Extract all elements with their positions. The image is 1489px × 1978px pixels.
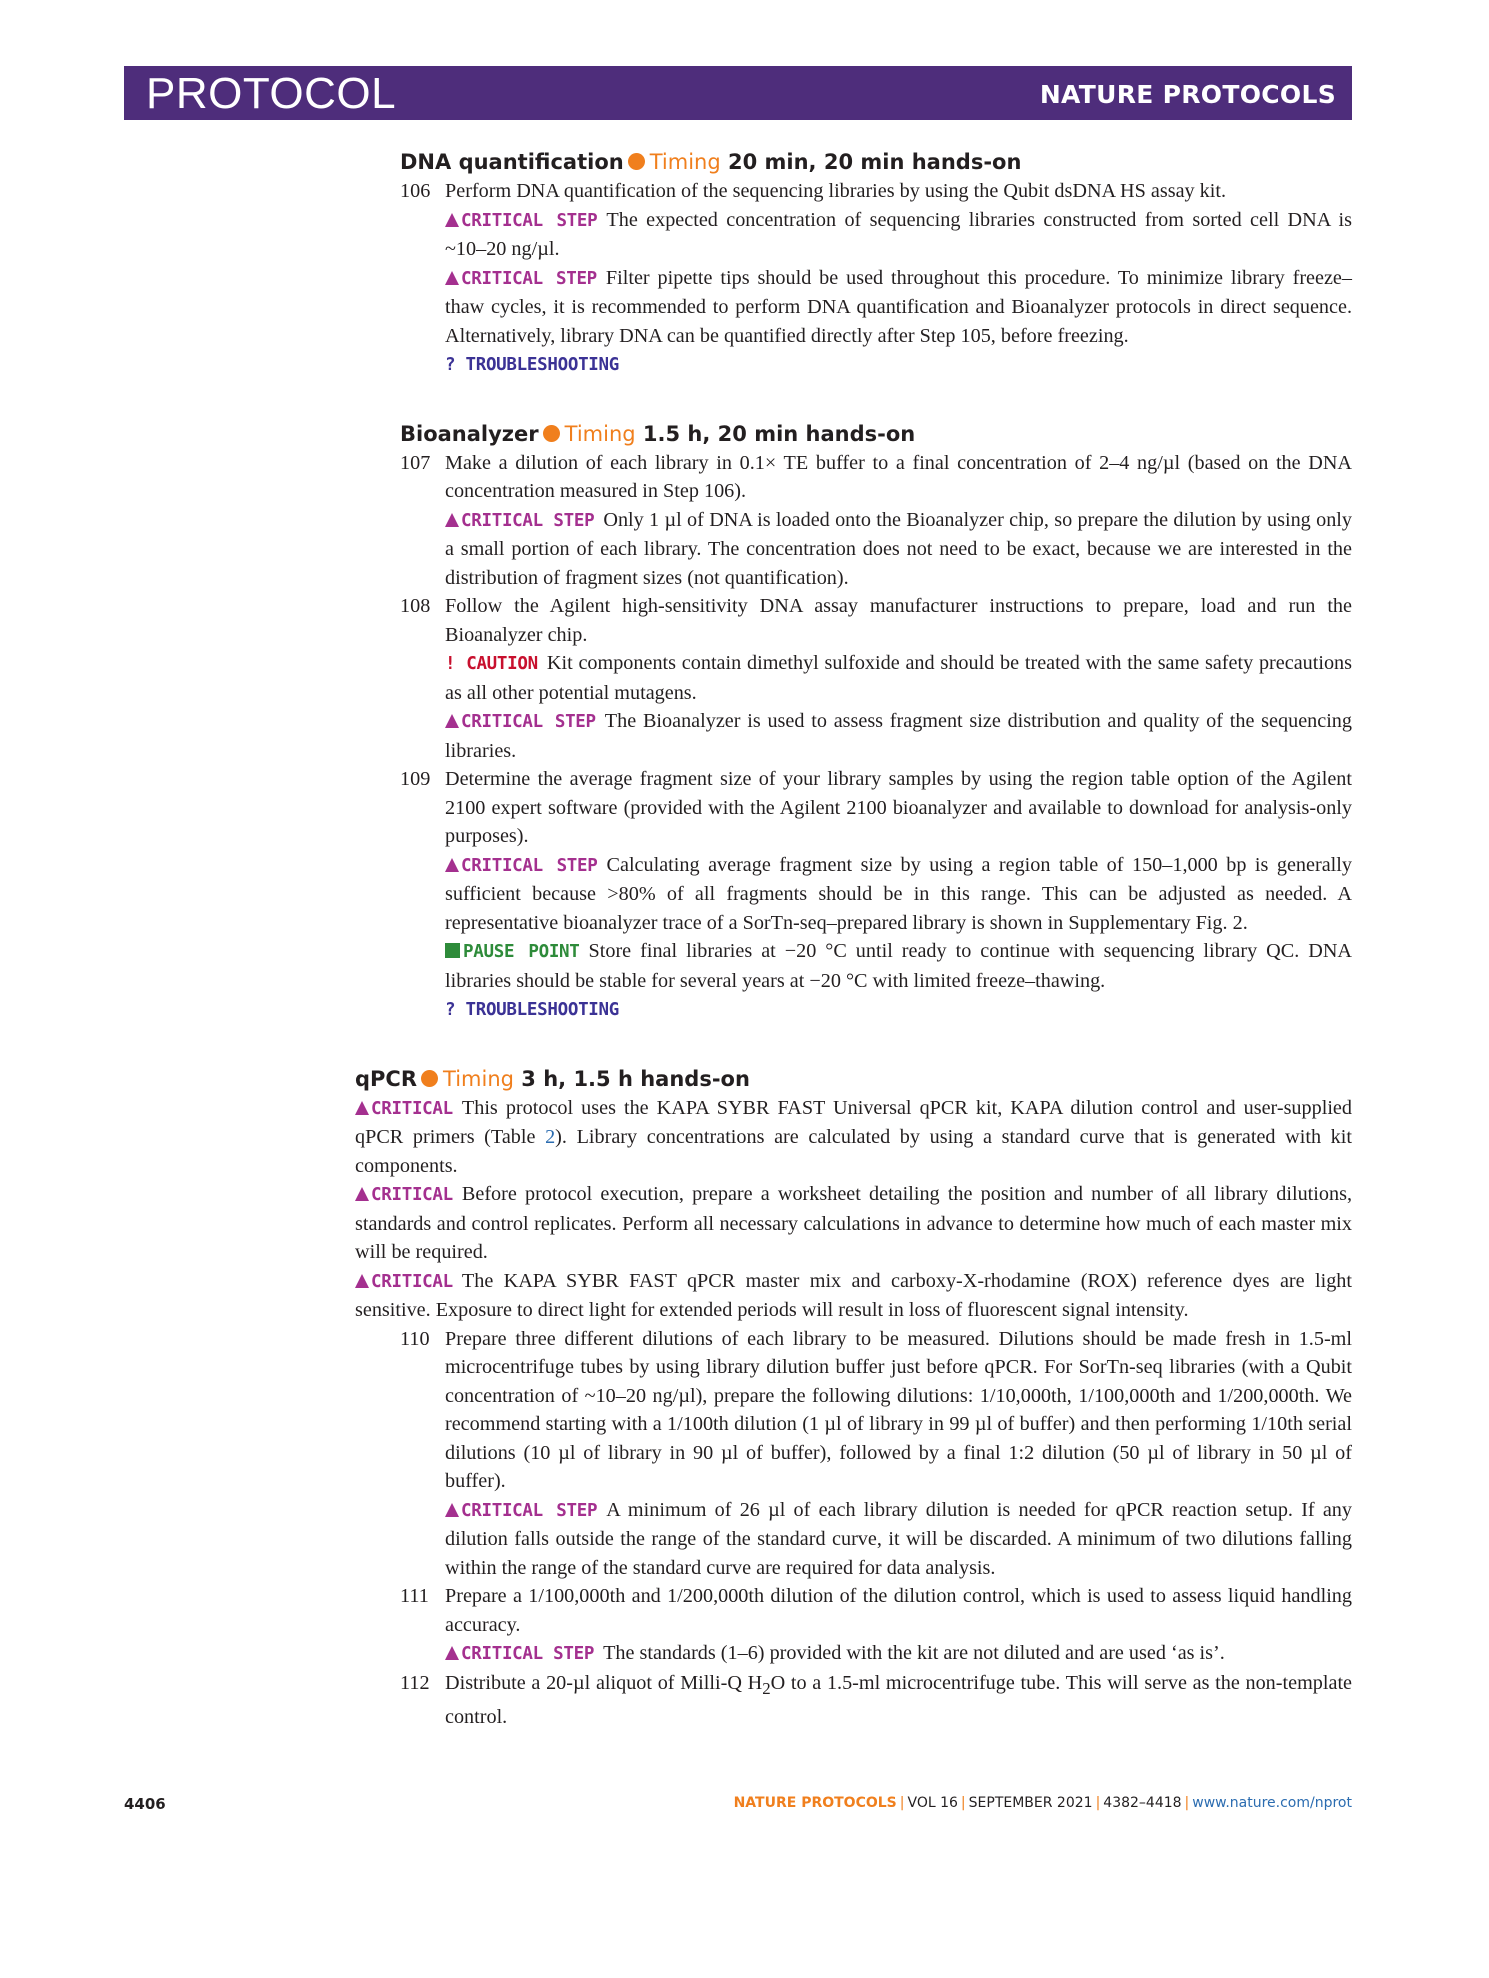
step-107: [400, 449, 1352, 506]
timing-value: 3 h, 1.5 h hands-on: [521, 1066, 750, 1091]
step-111: [400, 1582, 1352, 1639]
critical-step-note: [400, 206, 1352, 264]
critical-step-note: [400, 707, 1352, 765]
critical-label: CRITICAL: [371, 1271, 453, 1292]
step-number: 112: [400, 1671, 430, 1694]
step-text: Distribute a 20-µl aliquot of Milli-Q H: [445, 1671, 763, 1694]
note-text: The KAPA SYBR FAST qPCR master mix and carboxy-X-rhodamine (ROX) reference dyes are light sensitive. Exposure to direct light for extended periods will result in loss of fluorescent signal intensity.: [355, 1269, 1352, 1321]
step-text: Determine the average fragment size of your library samples by using the region table option of the Agilent 2100 expert software (provided with the Agilent 2100 bioanalyzer and available to download for analysis-only purposes).: [445, 768, 1352, 847]
timing-value: 1.5 h, 20 min hands-on: [642, 421, 916, 446]
timing-dot-icon: [543, 425, 560, 442]
timing-dot-icon: [421, 1070, 438, 1087]
step-text: O to a 1.5-ml microcentrifuge tube. This will serve as the non-template control.: [445, 1671, 1353, 1729]
triangle-warning-icon: [355, 1274, 369, 1288]
triangle-warning-icon: [445, 271, 459, 285]
protocol-label: PROTOCOL: [146, 69, 397, 118]
step-106: [400, 177, 1352, 206]
page-number: 4406: [124, 1795, 166, 1813]
note-text: The standards (1–6) provided with the kit are not diluted and are used ‘as is’.: [603, 1642, 1225, 1664]
troubleshooting-label[interactable]: ? TROUBLESHOOTING: [445, 1000, 620, 1020]
critical-step-label: CRITICAL STEP: [461, 210, 598, 231]
step-108: [400, 592, 1352, 649]
critical-step-note: [400, 1639, 1352, 1669]
note-text: The Bioanalyzer is used to assess fragment size distribution and quality of the sequencing libraries.: [445, 710, 1352, 762]
note-text: A minimum of 26 µl of each library dilution is needed for qPCR reaction setup. If any dilution falls outside the range of the standard curve, it will be discarded. A minimum of two dilutions falling within the range of the standard curve are required for data analysis.: [445, 1498, 1352, 1579]
step-number: 107: [400, 451, 431, 474]
subscript: 2: [762, 1678, 771, 1698]
triangle-warning-icon: [445, 858, 459, 872]
critical-note: [355, 1094, 1352, 1181]
section-title: Bioanalyzer: [400, 421, 539, 446]
footer-volume: VOL 16: [907, 1795, 958, 1811]
triangle-warning-icon: [355, 1187, 369, 1201]
footer-url-link[interactable]: www.nature.com/nprot: [1192, 1795, 1352, 1811]
caution-label: ! CAUTION: [445, 654, 538, 674]
step-text: Prepare three different dilutions of each library to be measured. Dilutions should be made fresh in 1.5-ml microcentrifuge tubes by using library dilution buffer just before qPCR. For SorTn-seq libraries (with a Qubit concentration of ~10–20 ng/µl), prepare the following dilutions: 1/10,000th, 1/100,000th and 1/200,000th. We recommend starting with a 1/100th dilution (1 µl of library in 99 µl of buffer) and then performing 1/10th serial dilutions (10 µl of library in 90 µl of buffer), followed by a final 1:2 dilution (50 µl of library in 50 µl of buffer).: [445, 1327, 1352, 1492]
pause-square-icon: [445, 943, 460, 958]
section-heading-qpcr: [355, 1065, 1352, 1093]
journal-name: NATURE PROTOCOLS: [1039, 80, 1336, 109]
critical-note: [355, 1267, 1352, 1325]
timing-label: Timing: [443, 1066, 514, 1091]
note-text: Store final libraries at −20 °C until ready to continue with sequencing library QC. DNA libraries should be stable for several years at −20 °C with limited freeze–thawing.: [445, 940, 1352, 992]
footer-pages: 4382–4418: [1103, 1795, 1182, 1811]
table-2-link[interactable]: 2: [545, 1126, 556, 1148]
triangle-warning-icon: [445, 213, 459, 227]
note-text: Calculating average fragment size by using a region table of 150–1,000 bp is generally sufficient because >80% of all fragments should be in this range. This can be adjusted as needed. A representative bioanalyzer trace of a SorTn-seq–prepared library is shown in Supplementary Fig. 2.: [445, 853, 1352, 934]
critical-step-note: [400, 506, 1352, 593]
critical-step-note: [400, 851, 1352, 938]
timing-label: Timing: [649, 150, 721, 174]
triangle-warning-icon: [445, 513, 459, 527]
critical-note: [355, 1180, 1352, 1267]
critical-label: CRITICAL: [371, 1185, 453, 1205]
troubleshooting-link[interactable]: [400, 350, 1352, 380]
critical-step-label: CRITICAL STEP: [461, 268, 597, 289]
footer-citation: NATURE PROTOCOLS | VOL 16 | SEPTEMBER 2021 | 4382–4418 | www.nature.com/nprot: [733, 1795, 1352, 1811]
critical-step-label: CRITICAL STEP: [461, 855, 598, 876]
section-heading-dna-quantification: [400, 148, 1352, 176]
header-banner: [124, 66, 1352, 120]
step-number: 111: [400, 1585, 429, 1607]
triangle-warning-icon: [445, 714, 459, 728]
step-text: Perform DNA quantification of the sequencing libraries by using the Qubit dsDNA HS assay kit.: [445, 180, 1227, 202]
troubleshooting-link[interactable]: [400, 995, 1352, 1025]
step-110: [400, 1325, 1352, 1496]
section-title: qPCR: [355, 1066, 418, 1091]
note-text: ). Library concentrations are calculated by using a standard curve that is generated with kit components.: [355, 1126, 1352, 1177]
main-content: [355, 148, 1353, 1732]
timing-value: 20 min, 20 min hands-on: [727, 150, 1022, 174]
triangle-warning-icon: [355, 1101, 369, 1115]
note-text: Only 1 µl of DNA is loaded onto the Bioanalyzer chip, so prepare the dilution by using only a small portion of each library. The concentration does not need to be exact, because we are interested in the distribution of fragment sizes (not quantification).: [445, 508, 1352, 589]
critical-step-note: [400, 264, 1352, 351]
step-number: 108: [400, 595, 431, 617]
critical-step-label: CRITICAL STEP: [461, 712, 596, 732]
critical-step-label: CRITICAL STEP: [461, 510, 595, 531]
note-text: Kit components contain dimethyl sulfoxide and should be treated with the same safety precautions as all other potential mutagens.: [445, 652, 1353, 704]
note-text: The expected concentration of sequencing libraries constructed from sorted cell DNA is ~10–20 ng/µl.: [445, 208, 1352, 260]
step-number: 109: [400, 768, 431, 790]
step-112: [400, 1669, 1352, 1732]
step-109: [400, 765, 1352, 851]
note-text: Filter pipette tips should be used throughout this procedure. To minimize library freeze–thaw cycles, it is recommended to perform DNA quantification and Bioanalyzer protocols in direct sequence. Alternatively, library DNA can be quantified directly after Step 105, before freezing.: [445, 266, 1352, 347]
timing-label: Timing: [564, 421, 636, 446]
triangle-warning-icon: [445, 1503, 459, 1517]
pause-point-label: PAUSE POINT: [463, 942, 580, 962]
critical-step-label: CRITICAL STEP: [461, 1500, 598, 1521]
footer-journal: NATURE PROTOCOLS: [733, 1795, 897, 1811]
qpcr-section: [355, 1065, 1352, 1732]
section-title: DNA quantification: [400, 150, 624, 174]
step-text: Prepare a 1/100,000th and 1/200,000th dilution of the dilution control, which is used to assess liquid handling accuracy.: [445, 1585, 1352, 1636]
pause-point-note: [400, 937, 1352, 995]
step-number: 106: [400, 180, 431, 202]
step-text: Make a dilution of each library in 0.1× TE buffer to a final concentration of 2–4 ng/µl (based on the DNA concentration measured in Step 106).: [445, 451, 1352, 502]
step-text: Follow the Agilent high-sensitivity DNA assay manufacturer instructions to prepare, load and run the Bioanalyzer chip.: [445, 595, 1352, 646]
note-text: Before protocol execution, prepare a worksheet detailing the position and number of all library dilutions, standards and control replicates. Perform all necessary calculations in advance to determine how much of each master mix will be required.: [355, 1183, 1352, 1263]
step-number: 110: [400, 1327, 430, 1350]
note-text: This protocol uses the KAPA SYBR FAST Universal qPCR kit, KAPA dilution control and user-supplied qPCR primers (Table: [355, 1096, 1352, 1148]
critical-step-note: [400, 1496, 1352, 1583]
troubleshooting-label[interactable]: ? TROUBLESHOOTING: [445, 355, 620, 375]
critical-label: CRITICAL: [371, 1098, 453, 1119]
section-heading-bioanalyzer: [400, 420, 1352, 448]
footer-date: SEPTEMBER 2021: [968, 1795, 1093, 1811]
timing-dot-icon: [628, 153, 645, 170]
critical-step-label: CRITICAL STEP: [461, 1644, 595, 1664]
triangle-warning-icon: [445, 1646, 459, 1660]
caution-note: [400, 649, 1352, 707]
